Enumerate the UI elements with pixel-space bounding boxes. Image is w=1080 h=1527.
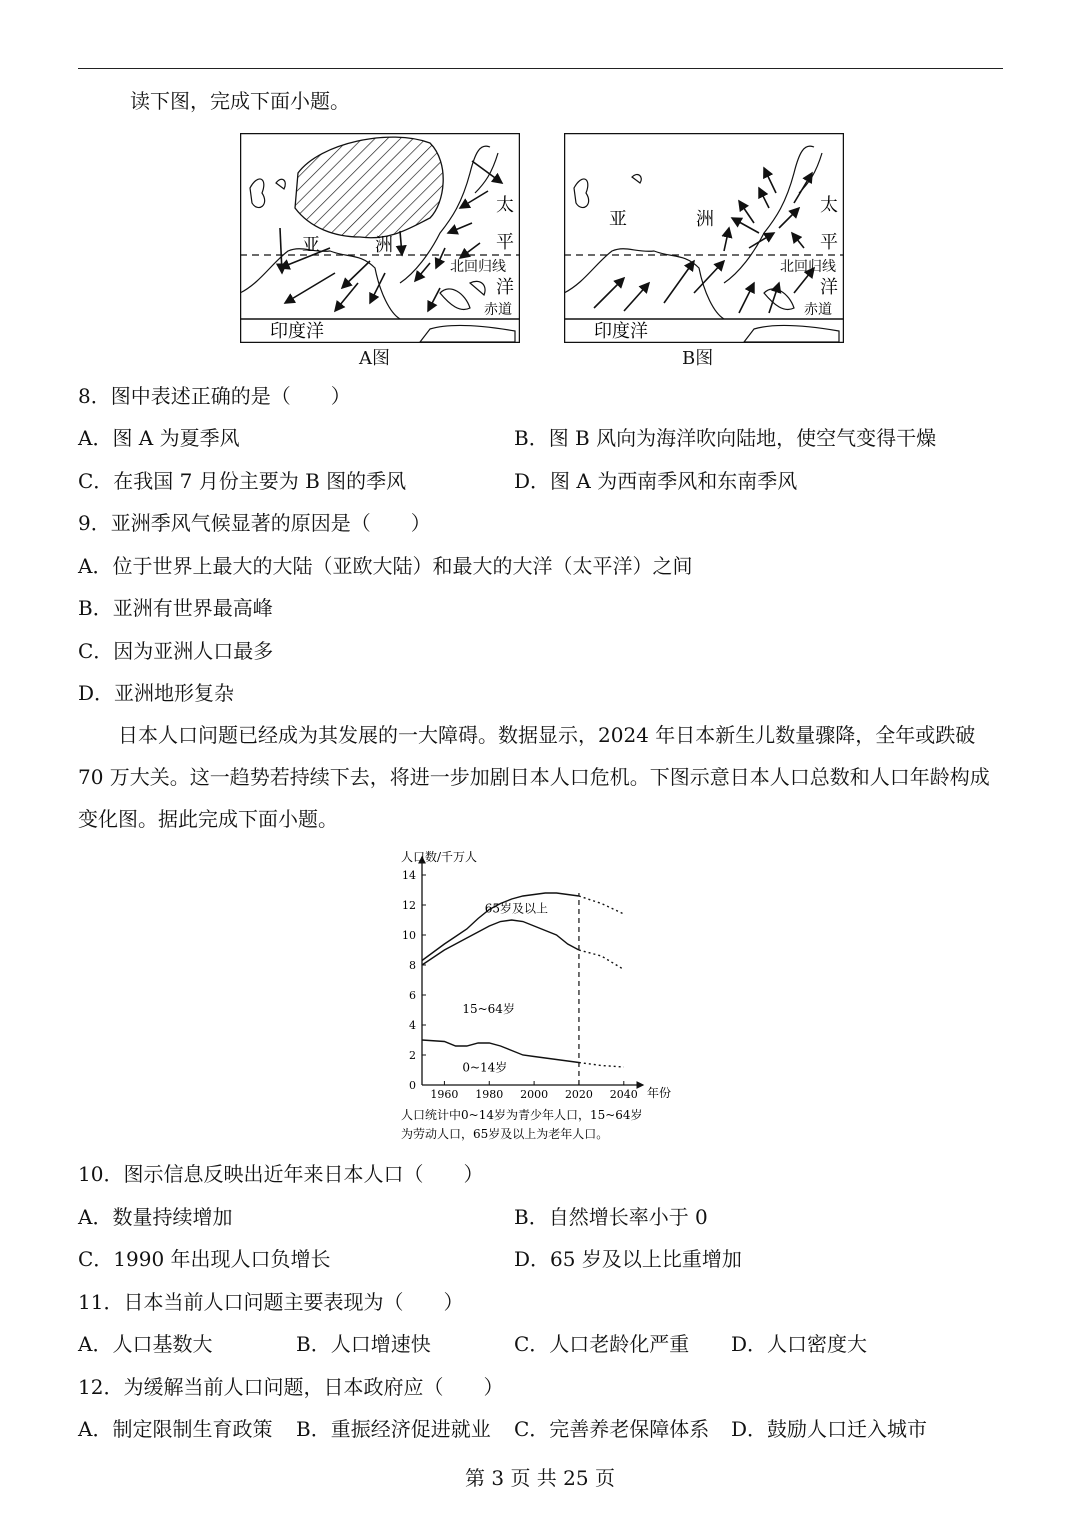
svg-text:洲: 洲	[375, 235, 393, 256]
band-label-young: 0~14岁	[462, 1060, 508, 1075]
svg-text:赤道: 赤道	[484, 302, 512, 318]
q8-option-d: D．图 A 为西南季风和东南季风	[514, 469, 798, 493]
series-projection-0	[579, 1063, 624, 1068]
q8-stem: 8．图中表述正确的是（ ）	[78, 384, 351, 408]
svg-text:洋: 洋	[496, 277, 514, 298]
q9-stem: 9．亚洲季风气候显著的原因是（ ）	[78, 511, 431, 535]
y-tick-label: 0	[409, 1079, 416, 1092]
x-tick-label: 1980	[475, 1088, 504, 1101]
q11-option-a: A．人口基数大	[78, 1332, 213, 1356]
svg-text:北回归线: 北回归线	[450, 259, 506, 275]
svg-text:平: 平	[496, 232, 514, 253]
map-a-caption: A图	[359, 348, 390, 369]
q12-option-d: D．鼓励人口迁入城市	[731, 1417, 928, 1441]
svg-text:亚: 亚	[609, 209, 627, 230]
q10-stem: 10．图示信息反映出近年来日本人口（ ）	[78, 1162, 484, 1186]
q12-option-a: A．制定限制生育政策	[78, 1417, 273, 1441]
svg-text:赤道: 赤道	[804, 302, 832, 318]
monsoon-map-b	[564, 133, 844, 343]
page-footer: 第 3 页 共 25 页	[465, 1466, 615, 1490]
y-axis-label: 人口数/千万人	[401, 850, 478, 864]
q10-option-c: C．1990 年出现人口负增长	[78, 1247, 331, 1271]
svg-text:印度洋: 印度洋	[594, 321, 648, 342]
q9-option-a: A．位于世界上最大的大陆（亚欧大陆）和最大的大洋（太平洋）之间	[78, 554, 693, 578]
y-tick-label: 10	[402, 929, 416, 942]
monsoon-map-a	[240, 133, 520, 343]
q12-stem: 12．为缓解当前人口问题，日本政府应（ ）	[78, 1375, 504, 1399]
header-rule	[78, 68, 1003, 69]
svg-text:亚: 亚	[302, 235, 320, 256]
series-projection-1	[579, 950, 624, 970]
svg-text:洋: 洋	[820, 277, 838, 298]
q11-option-d: D．人口密度大	[731, 1332, 868, 1356]
y-tick-label: 4	[409, 1019, 416, 1032]
y-tick-label: 6	[409, 989, 416, 1002]
y-tick-label: 8	[409, 959, 416, 972]
q12-option-c: C．完善养老保障体系	[514, 1417, 710, 1441]
intro-text-2: 日本人口问题已经成为其发展的一大障碍。数据显示，2024 年日本新生儿数量骤降，全年或跌破 70 万大关。这一趋势若持续下去，将进一步加剧日本人口危机。下图示意日本人口总数和人口年龄构成变化图。据此完成下面小题。	[78, 723, 990, 831]
svg-text:洲: 洲	[696, 209, 714, 230]
series-line-0	[422, 1040, 579, 1063]
svg-text:太: 太	[820, 195, 838, 216]
y-tick-label: 12	[402, 899, 416, 912]
svg-text:印度洋: 印度洋	[270, 321, 324, 342]
x-tick-label: 2040	[609, 1088, 638, 1101]
svg-text:北回归线: 北回归线	[780, 259, 836, 275]
q8-option-c: C．在我国 7 月份主要为 B 图的季风	[78, 469, 407, 493]
band-label-old: 65岁及以上	[484, 901, 549, 916]
chart-note-line-1: 人口统计中0~14岁为青少年人口，15~64岁	[401, 1108, 643, 1122]
q12-option-b: B．重振经济促进就业	[296, 1417, 491, 1441]
q9-option-d: D．亚洲地形复杂	[78, 681, 235, 705]
q10-option-b: B．自然增长率小于 0	[514, 1205, 708, 1229]
q9-option-c: C．因为亚洲人口最多	[78, 639, 274, 663]
x-axis-label: 年份	[647, 1086, 672, 1100]
q11-option-c: C．人口老龄化严重	[514, 1332, 690, 1356]
q8-option-a: A．图 A 为夏季风	[78, 426, 240, 450]
map-b-caption: B图	[682, 348, 714, 369]
svg-text:太: 太	[496, 195, 514, 216]
intro-text-1: 读下图，完成下面小题。	[130, 89, 350, 113]
q10-option-a: A．数量持续增加	[78, 1205, 233, 1229]
q11-stem: 11．日本当前人口问题主要表现为（ ）	[78, 1290, 464, 1314]
band-label-working: 15~64岁	[462, 1002, 515, 1016]
q8-option-b: B．图 B 风向为海洋吹向陆地，使空气变得干燥	[514, 426, 937, 450]
population-chart	[395, 845, 695, 1145]
x-tick-label: 1960	[430, 1088, 459, 1101]
x-tick-label: 2000	[520, 1088, 549, 1101]
q11-option-b: B．人口增速快	[296, 1332, 431, 1356]
q10-option-d: D．65 岁及以上比重增加	[514, 1247, 742, 1271]
svg-text:平: 平	[820, 232, 838, 253]
y-tick-label: 2	[409, 1049, 416, 1062]
chart-note-line-2: 为劳动人口，65岁及以上为老年人口。	[401, 1127, 609, 1141]
y-tick-label: 14	[402, 869, 416, 882]
series-projection-2	[579, 896, 624, 914]
x-tick-label: 2020	[564, 1088, 593, 1101]
q9-option-b: B．亚洲有世界最高峰	[78, 596, 273, 620]
